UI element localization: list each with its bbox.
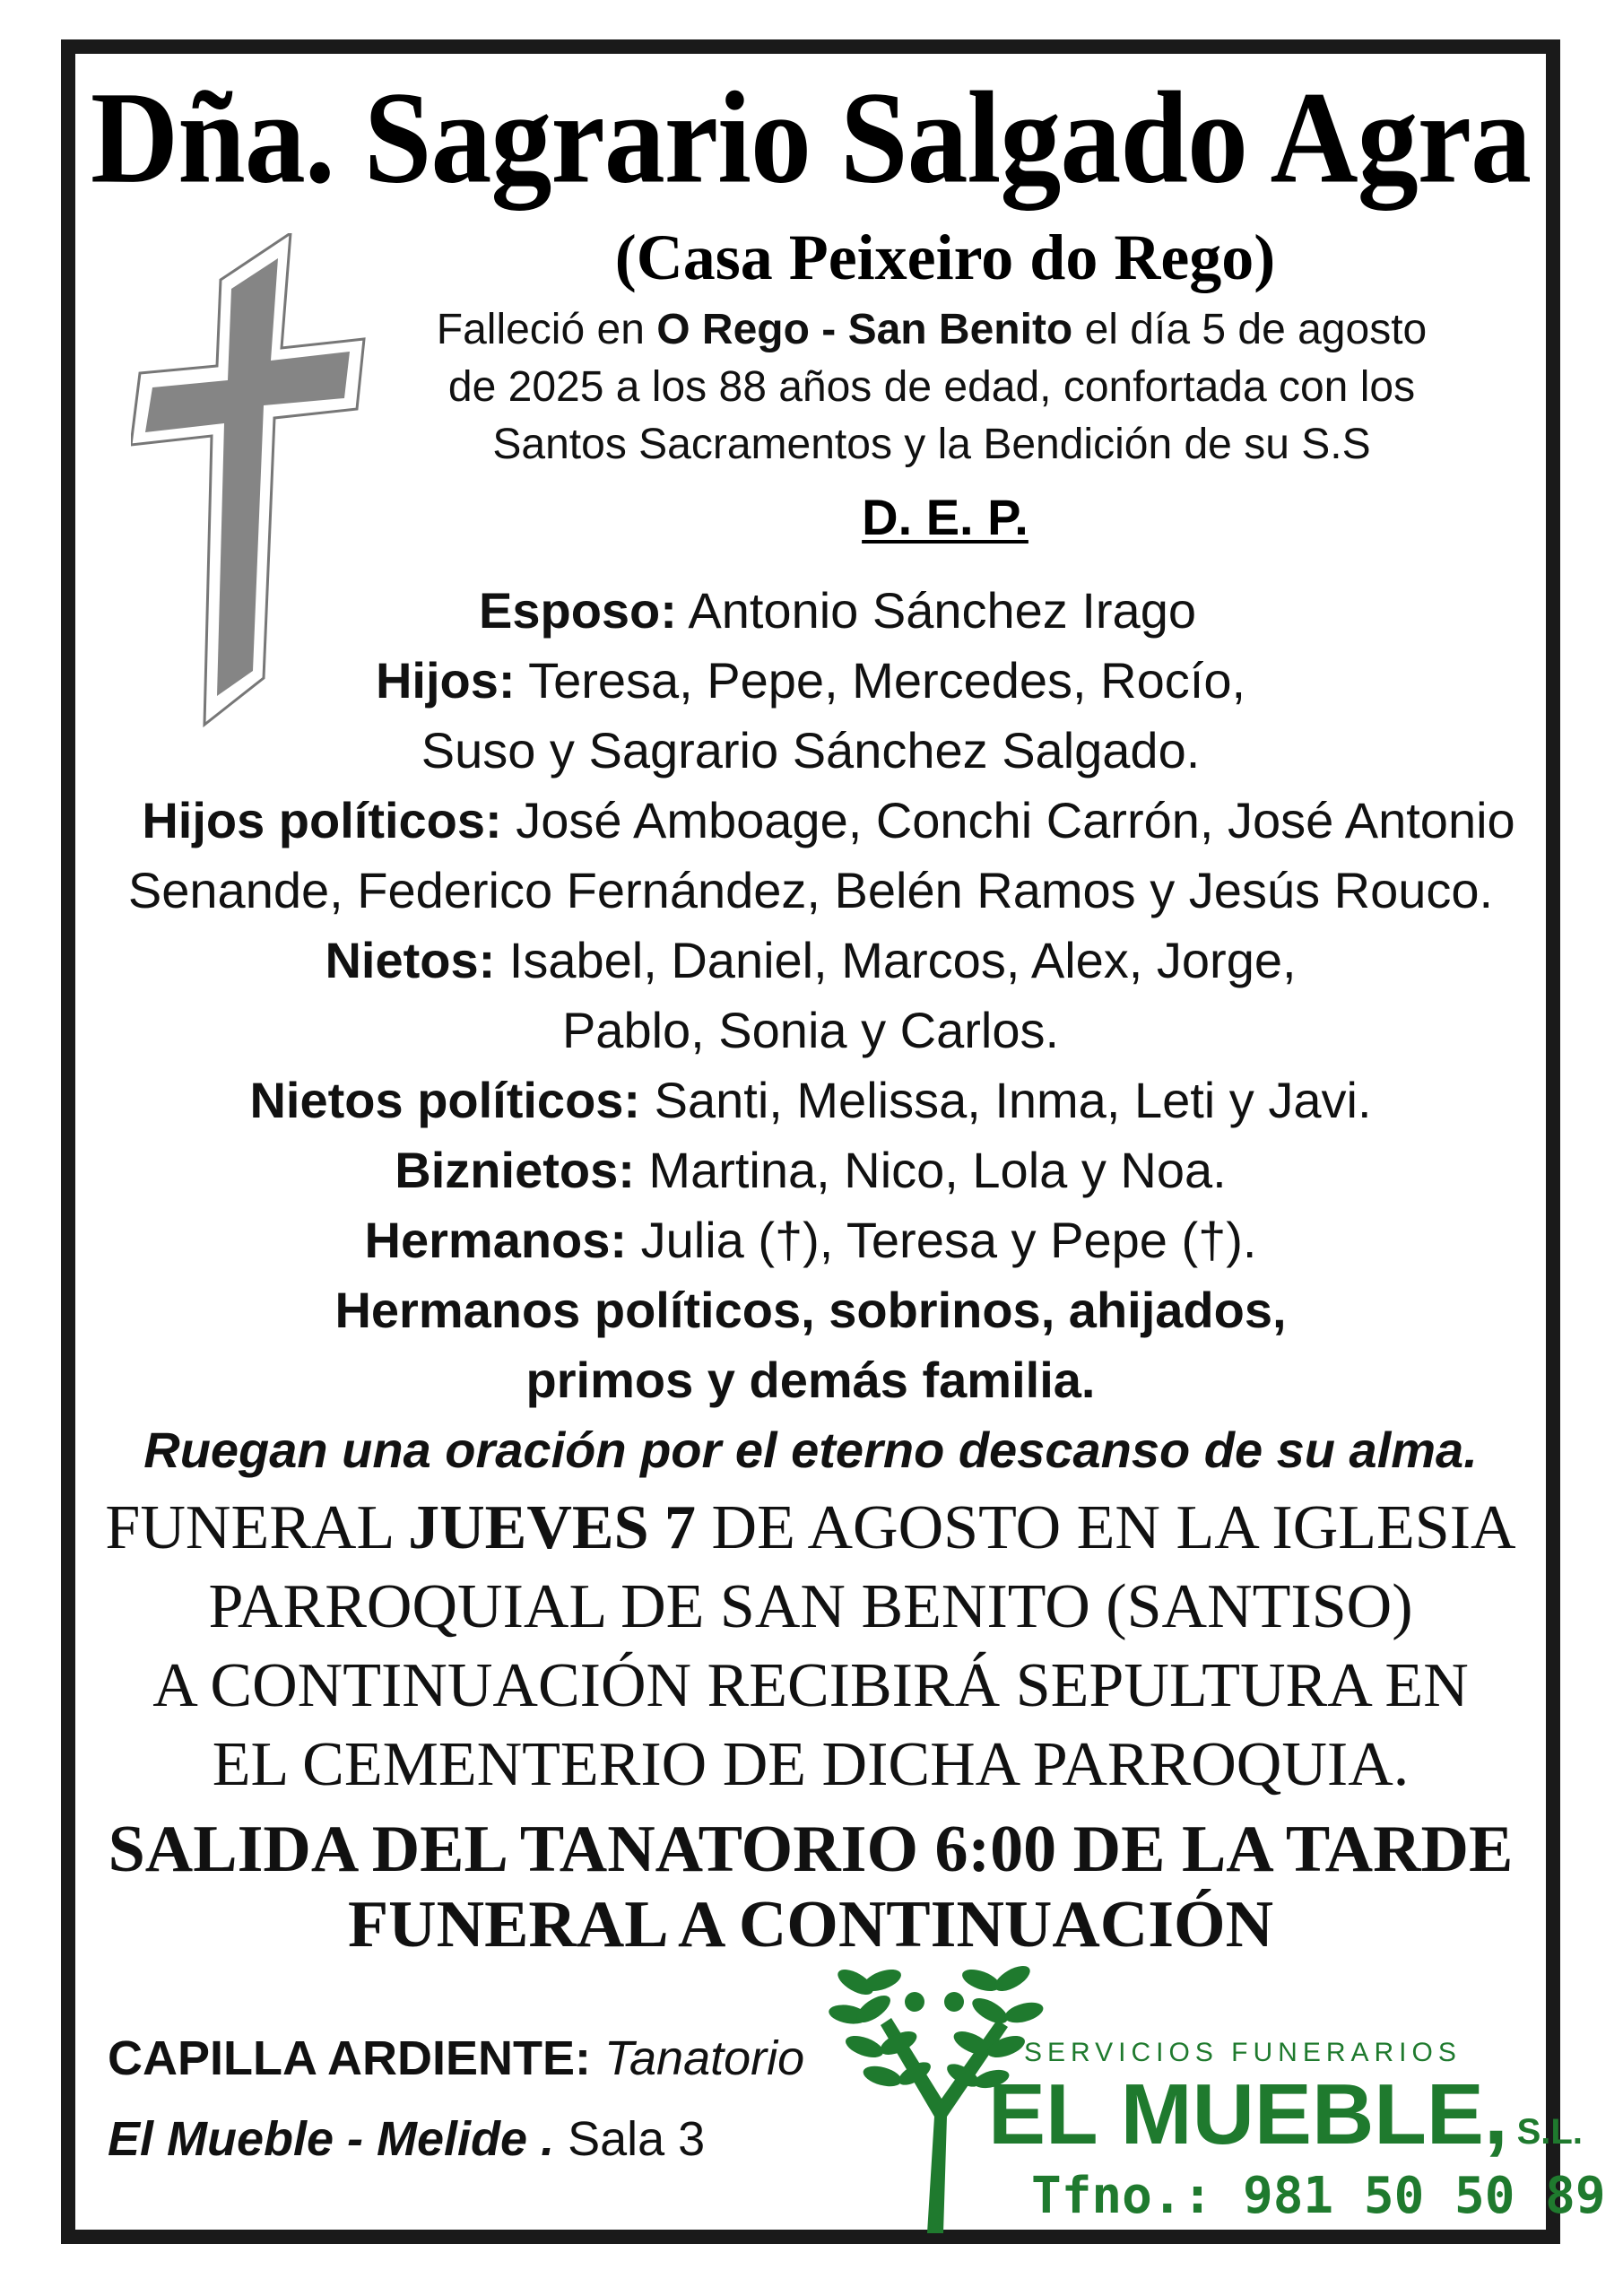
- prayer-value: Ruegan una oración por el eterno descanso de su alma.: [143, 1422, 1478, 1478]
- family-others-1: [75, 1275, 1546, 1345]
- funeral-line1-c: DE AGOSTO EN LA IGLESIA: [696, 1493, 1516, 1562]
- family-esposo: [75, 576, 1546, 646]
- nietos-politicos-label: Nietos políticos:: [249, 1072, 641, 1128]
- family-list: [75, 576, 1546, 1485]
- dep-heading: [344, 488, 1546, 546]
- funeral-line-3: A CONTINUACIÓN RECIBIRÁ SEPULTURA EN: [152, 1651, 1469, 1720]
- deceased-name: Dña. Sagrario Salgado Agra: [90, 65, 1532, 211]
- capilla-line-2: [108, 2099, 804, 2179]
- biznietos-label: Biznietos:: [395, 1142, 635, 1198]
- family-biznietos: [75, 1135, 1546, 1205]
- family-others-2: [75, 1345, 1546, 1415]
- logo-tagline: SERVICIOS FUNERARIOS: [1024, 2038, 1462, 2067]
- family-hijos-politicos: [75, 786, 1546, 856]
- logo-brand-suffix: S.L.: [1516, 2112, 1583, 2152]
- family-nietos: [75, 926, 1546, 996]
- funeral-home-logo: [829, 1964, 1606, 2233]
- capilla-label: CAPILLA ARDIENTE:: [108, 2031, 591, 2085]
- capilla-place: El Mueble - Melide .: [108, 2112, 555, 2166]
- intro-place: O Rego - San Benito: [656, 306, 1073, 353]
- funeral-info: [75, 1489, 1546, 1805]
- prayer-text: [75, 1415, 1546, 1485]
- capilla-ardiente: [108, 2018, 804, 2179]
- logo-brand: [988, 2066, 1583, 2177]
- capilla-line-1: [108, 2018, 804, 2099]
- intro-part1: Falleció en: [436, 306, 657, 353]
- family-hijos-politicos-2: Senande, Federico Fernández, Belén Ramos y Jesús Rouco.: [127, 862, 1494, 918]
- esposo-label: Esposo:: [478, 582, 677, 639]
- others-line2: primos y demás familia.: [525, 1352, 1096, 1408]
- family-hijos: [75, 646, 1546, 716]
- house-name: (Casa Peixeiro do Rego): [614, 222, 1276, 293]
- biznietos-value: Martina, Nico, Lola y Noa.: [634, 1142, 1227, 1198]
- logo-brand-name: EL MUEBLE,: [988, 2066, 1508, 2162]
- hijos-politicos-label: Hijos políticos:: [142, 792, 502, 848]
- salida-line-1: SALIDA DEL TANATORIO 6:00 DE LA TARDE: [108, 1813, 1514, 1886]
- hijos-politicos-line1: José Amboage, Conchi Carrón, José Antonio: [501, 792, 1515, 848]
- others-line1: Hermanos políticos, sobrinos, ahijados,: [334, 1282, 1287, 1338]
- funeral-line-1: [75, 1489, 1546, 1568]
- esposo-value: Antonio Sánchez Irago: [676, 582, 1196, 639]
- funeral-line-4: EL CEMENTERIO DE DICHA PARROQUIA.: [212, 1730, 1410, 1799]
- logo-phone: Tfno.: 981 50 50 89: [1031, 2167, 1606, 2225]
- hermanos-value: Julia (†), Teresa y Pepe (†).: [627, 1212, 1257, 1268]
- family-hermanos: [75, 1205, 1546, 1275]
- capilla-tanatorio: Tanatorio: [590, 2031, 805, 2085]
- intro-text: [317, 301, 1546, 474]
- family-nietos-2: Pablo, Sonia y Carlos.: [561, 1002, 1060, 1058]
- capilla-sala: Sala 3: [554, 2112, 706, 2166]
- hijos-line1: Teresa, Pepe, Mercedes, Rocío,: [515, 652, 1246, 709]
- family-hijos-2: Suso y Sagrario Sánchez Salgado.: [421, 722, 1201, 778]
- salida-line-2: FUNERAL A CONTINUACIÓN: [347, 1888, 1274, 1961]
- family-nietos-politicos: [75, 1065, 1546, 1135]
- intro-line-2: de 2025 a los 88 años de edad, confortada con los: [447, 363, 1416, 411]
- intro-line1-end: el día 5 de agosto: [1072, 306, 1428, 353]
- funeral-line1-a: FUNERAL: [105, 1493, 409, 1562]
- nietos-politicos-value: Santi, Melissa, Inma, Leti y Javi.: [640, 1072, 1372, 1128]
- dep-text: D. E. P.: [862, 489, 1028, 545]
- hijos-label: Hijos:: [375, 652, 516, 709]
- notice-frame: [61, 39, 1606, 2244]
- hermanos-label: Hermanos:: [364, 1212, 628, 1268]
- nietos-line1: Isabel, Daniel, Marcos, Alex, Jorge,: [495, 932, 1297, 988]
- departure-info: [75, 1812, 1546, 1962]
- nietos-label: Nietos:: [325, 932, 496, 988]
- intro-line-1: [317, 301, 1546, 359]
- funeral-line-2: PARROQUIAL DE SAN BENITO (SANTISO): [208, 1572, 1413, 1641]
- funeral-line1-b: JUEVES 7: [408, 1493, 697, 1562]
- intro-line-3: Santos Sacramentos y la Bendición de su S.S: [492, 421, 1371, 468]
